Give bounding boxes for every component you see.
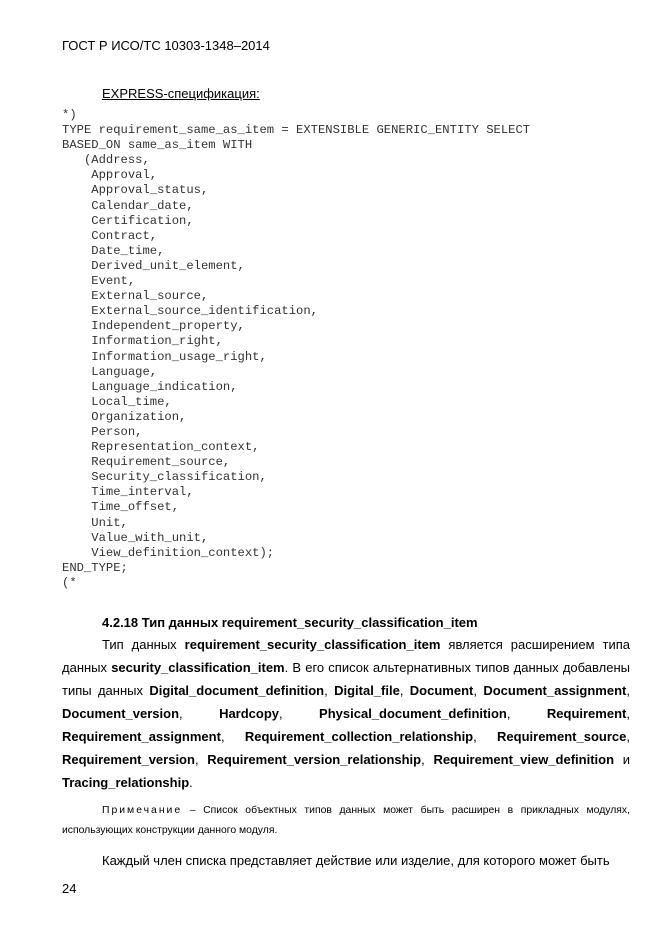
type-name: requirement_security_classification_item — [184, 637, 441, 652]
code-line: END_TYPE; — [62, 560, 128, 575]
separator: , — [626, 706, 630, 721]
code-line: External_source, — [62, 289, 209, 304]
type-name: Requirement — [546, 706, 627, 721]
code-line: Security_classification, — [62, 470, 267, 485]
separator: , — [194, 752, 208, 767]
separator: , — [399, 683, 410, 698]
type-name: Hardcopy — [219, 706, 280, 721]
code-line: Information_right, — [62, 334, 223, 349]
code-line: Time_offset, — [62, 500, 180, 515]
code-line: Information_usage_right, — [62, 349, 267, 364]
code-line: Derived_unit_element, — [62, 258, 245, 273]
type-name: Requirement_assignment — [62, 729, 221, 744]
code-line: Calendar_date, — [62, 198, 194, 213]
code-line: Event, — [62, 274, 136, 289]
code-line: Time_interval, — [62, 485, 194, 500]
code-line: (* — [62, 575, 77, 590]
note-label: Примечание — [102, 805, 183, 816]
code-line: TYPE requirement_same_as_item = EXTENSIBLE GENERIC_ENTITY SELECT — [62, 123, 531, 138]
separator: , — [421, 752, 434, 767]
code-line: Organization, — [62, 409, 187, 424]
note — [62, 801, 630, 841]
code-line: Local_time, — [62, 394, 172, 409]
type-name: Requirement_version — [62, 752, 195, 767]
type-name: Requirement_source — [497, 729, 627, 744]
separator: , — [626, 683, 630, 698]
conjunction: и — [614, 752, 630, 767]
type-name: Requirement_collection_relationship — [244, 729, 474, 744]
note-text: – Список объектных типов данных может быть расширен в прикладных модулях, использующих конструкции данного модуля. — [62, 805, 630, 836]
para-text: Тип данных — [102, 637, 185, 652]
code-line: Unit, — [62, 515, 128, 530]
type-name: Document — [409, 683, 474, 698]
type-name: Requirement_version_relationship — [207, 752, 422, 767]
code-line: External_source_identification, — [62, 304, 318, 319]
separator: , — [324, 683, 335, 698]
code-line: Independent_property, — [62, 319, 245, 334]
express-spec-label: EXPRESS-спецификация: — [102, 86, 260, 101]
code-line: Requirement_source, — [62, 455, 231, 470]
code-line: Representation_context, — [62, 440, 260, 455]
page-header: ГОСТ Р ИСО/ТС 10303-1348–2014 — [62, 38, 270, 53]
type-name: Tracing_relationship — [62, 775, 190, 790]
code-line: Approval_status, — [62, 183, 209, 198]
code-line: *) — [62, 108, 77, 122]
separator: , — [626, 729, 630, 744]
type-name: Document_version — [62, 706, 180, 721]
para-text: является расширением типа данных — [62, 637, 630, 675]
last-paragraph: Каждый член списка представляет действие или изделие, для которого может быть — [102, 853, 610, 868]
type-name: Digital_file — [334, 683, 400, 698]
para-end: . — [189, 775, 193, 790]
type-name: Requirement_view_definition — [433, 752, 615, 767]
type-name: Digital_document_definition — [149, 683, 325, 698]
page-number: 24 — [62, 881, 77, 896]
separator: , — [473, 729, 498, 744]
code-line: Date_time, — [62, 243, 165, 258]
separator: , — [220, 729, 245, 744]
code-line: Language, — [62, 364, 158, 379]
separator: , — [473, 683, 484, 698]
express-code-block — [62, 108, 530, 591]
separator: , — [179, 706, 220, 721]
code-line: Value_with_unit, — [62, 530, 209, 545]
separator: , — [506, 706, 547, 721]
separator: , — [279, 706, 320, 721]
section-heading: 4.2.18 Тип данных requirement_security_classification_item — [102, 615, 478, 630]
section-paragraph — [62, 633, 630, 794]
code-line: (Address, — [62, 153, 150, 168]
type-name: Document_assignment — [483, 683, 627, 698]
code-line: BASED_ON same_as_item WITH — [62, 138, 253, 153]
type-name: Physical_document_definition — [319, 706, 507, 721]
code-line: Language_indication, — [62, 379, 238, 394]
code-line: Person, — [62, 424, 143, 439]
code-line: Certification, — [62, 213, 194, 228]
para-text: . В его список альтернативных типов данных добавлены типы данных — [62, 660, 630, 698]
code-line: View_definition_context); — [62, 545, 275, 560]
type-name: security_classification_item — [111, 660, 285, 675]
code-line: Contract, — [62, 228, 158, 243]
code-line: Approval, — [62, 168, 158, 183]
